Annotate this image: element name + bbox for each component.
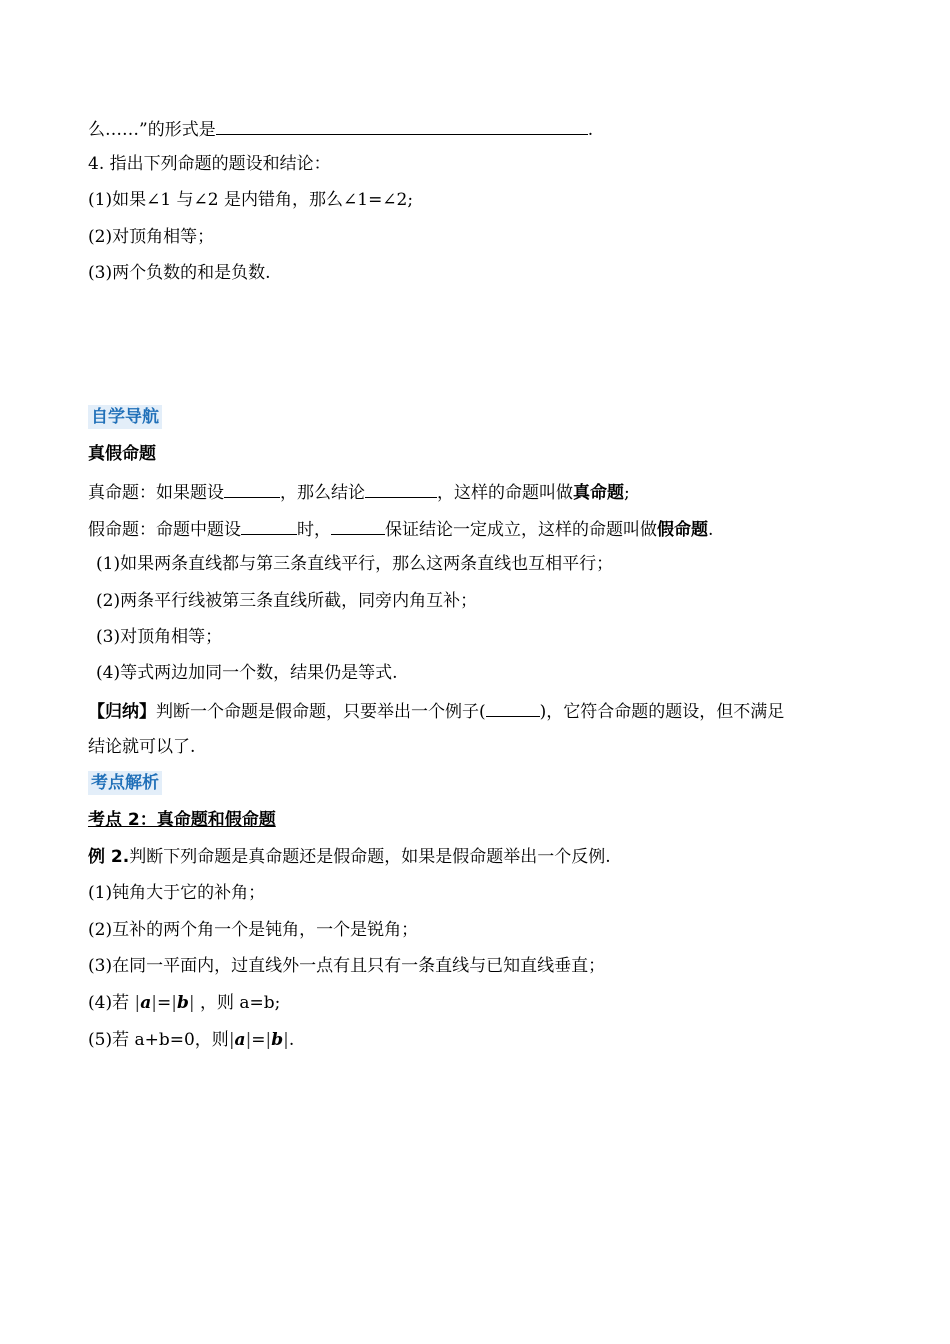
summary-line-2: 结论就可以了.	[88, 737, 196, 757]
fill-in-line	[88, 116, 593, 142]
section-tag-guide	[88, 405, 162, 429]
summary-line-1	[88, 698, 784, 724]
true-prefix: 真命题：如果题设	[88, 483, 224, 503]
example-item-3: (3)在同一平面内，过直线外一点有且只有一条直线与已知直线垂直；	[88, 956, 606, 976]
true-end: ;	[624, 483, 630, 503]
abs-a: |a|	[228, 1030, 252, 1050]
abs-a: |a|	[134, 993, 157, 1013]
abs-b: |b|	[171, 993, 195, 1013]
blank-true-conclusion[interactable]	[365, 479, 437, 498]
line-suffix: .	[587, 120, 594, 140]
guide-item-2: (2)两条平行线被第三条直线所截，同旁内角互补；	[96, 591, 478, 611]
guide-item-1: (1)如果两条直线都与第三条直线平行，那么这两条直线也互相平行；	[96, 554, 614, 574]
item4-suffix: ，则 a=b;	[200, 993, 281, 1013]
question-4: 4. 指出下列命题的题设和结论：	[88, 154, 331, 174]
blank-false-condition[interactable]	[241, 516, 297, 535]
analysis-tag: 考点解析	[88, 771, 162, 795]
guide-heading: 真假命题	[88, 444, 156, 464]
var-a: a	[234, 1030, 246, 1050]
analysis-heading: 考点 2：真命题和假命题	[88, 810, 276, 830]
var-b: b	[176, 993, 189, 1013]
false-prefix: 假命题：命题中题设	[88, 520, 241, 540]
guide-tag: 自学导航	[88, 405, 162, 429]
item4-prefix: (4)若	[88, 993, 130, 1013]
guide-item-4: (4)等式两边加同一个数，结果仍是等式.	[96, 663, 398, 683]
example-item-5	[88, 1028, 294, 1052]
item5-prefix: (5)若 a+b=0，则	[88, 1030, 229, 1050]
question-4-1: (1)如果∠1 与∠2 是内错角，那么∠1=∠2;	[88, 190, 414, 210]
false-term: 假命题	[657, 520, 708, 540]
true-mid: ，那么结论	[280, 483, 365, 503]
section-tag-analysis	[88, 771, 162, 795]
question-4-2: (2)对顶角相等；	[88, 227, 215, 247]
summary-a: 判断一个命题是假命题，只要举出一个例子(	[156, 702, 486, 722]
summary-tag: 【归纳】	[88, 702, 156, 722]
example-2	[88, 845, 611, 869]
blank-false-guarantee[interactable]	[331, 516, 385, 535]
var-a: a	[140, 993, 152, 1013]
true-term: 真命题	[573, 483, 624, 503]
false-mid: 时，	[297, 520, 331, 540]
equals-sign: =	[251, 1030, 266, 1050]
true-mid2: ，这样的命题叫做	[437, 483, 573, 503]
answer-blank[interactable]	[216, 116, 588, 135]
guide-item-3: (3)对顶角相等；	[96, 627, 223, 647]
blank-true-condition[interactable]	[224, 479, 280, 498]
abs-b: |b|	[265, 1030, 289, 1050]
var-b: b	[271, 1030, 284, 1050]
question-4-3: (3)两个负数的和是负数.	[88, 263, 271, 283]
summary-b: )，它符合命题的题设，但不满足	[539, 702, 785, 722]
item5-suffix: .	[288, 1030, 295, 1050]
false-proposition-definition	[88, 516, 713, 542]
example-item-1: (1)钝角大于它的补角；	[88, 883, 266, 903]
false-end: .	[708, 520, 714, 540]
true-proposition-definition	[88, 479, 630, 505]
line-prefix: 么……”的形式是	[88, 120, 216, 140]
example-text: 判断下列命题是真命题还是假命题，如果是假命题举出一个反例.	[129, 847, 611, 867]
blank-counterexample[interactable]	[486, 698, 540, 717]
example-item-4	[88, 991, 280, 1015]
example-label: 例 2.	[88, 847, 130, 867]
false-mid2: 保证结论一定成立，这样的命题叫做	[385, 520, 657, 540]
example-item-2: (2)互补的两个角一个是钝角，一个是锐角；	[88, 920, 419, 940]
equals-sign: =	[156, 993, 172, 1013]
